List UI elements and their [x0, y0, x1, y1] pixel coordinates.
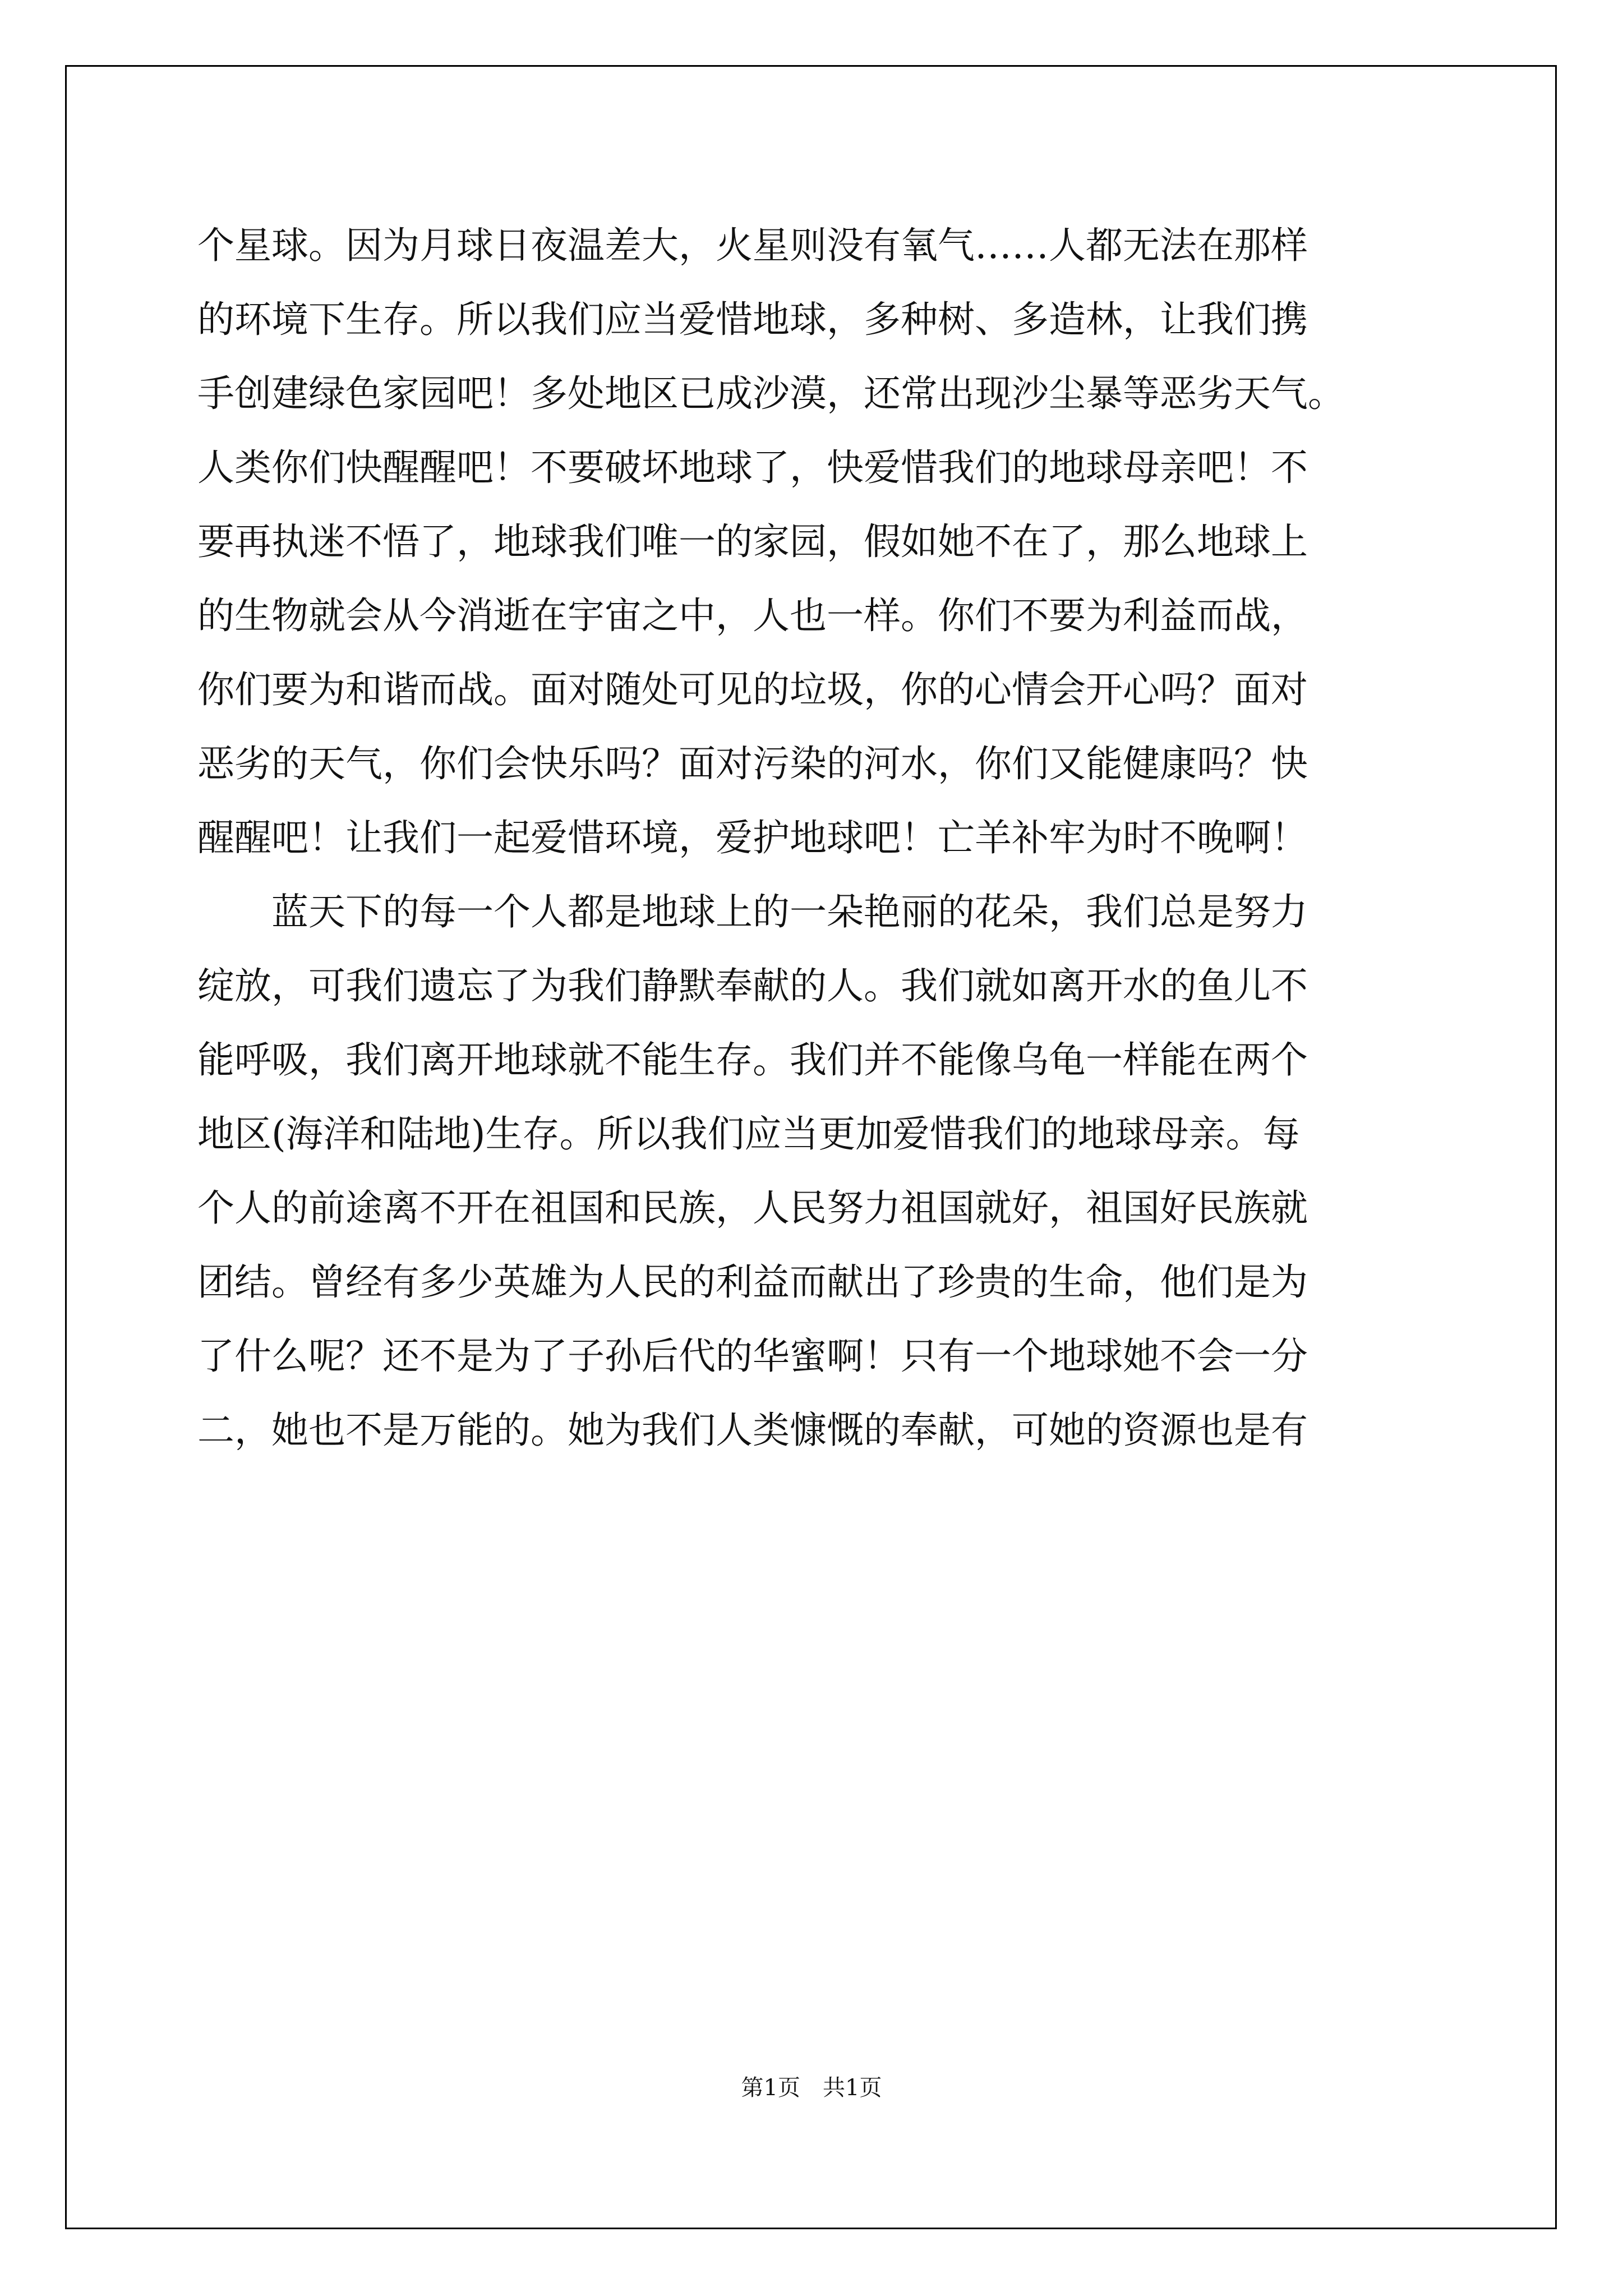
- text-line: 二，她也不是万能的。她为我们人类慷慨的奉献，可她的资源也是有: [197, 1409, 1308, 1452]
- text-line: 你们要为和谐而战。面对随处可见的垃圾，你的心情会开心吗？面对: [197, 668, 1308, 711]
- paragraph-start-line: 蓝天下的每一个人都是地球上的一朵艳丽的花朵，我们总是努力: [271, 890, 1308, 933]
- text-line: 团结。曾经有多少英雄为人民的利益而献出了珍贵的生命，他们是为: [197, 1260, 1308, 1304]
- text-line: 能呼吸，我们离开地球就不能生存。我们并不能像乌龟一样能在两个: [197, 1038, 1308, 1082]
- text-line: 醒醒吧！让我们一起爱惜环境，爱护地球吧！亡羊补牢为时不晚啊！: [197, 816, 1308, 859]
- text-line: 个人的前途离不开在祖国和民族，人民努力祖国就好，祖国好民族就: [197, 1186, 1308, 1230]
- text-line: 手创建绿色家园吧！多处地区已成沙漠，还常出现沙尘暴等恶劣天气。: [197, 372, 1345, 415]
- text-line: 了什么呢？还不是为了子孙后代的华蜜啊！只有一个地球她不会一分: [197, 1335, 1308, 1378]
- text-line: 的生物就会从今消逝在宇宙之中，人也一样。你们不要为利益而战，: [197, 594, 1308, 637]
- page-footer: 第1页 共1页: [741, 2075, 882, 2101]
- text-line: 人类你们快醒醒吧！不要破坏地球了，快爱惜我们的地球母亲吧！不: [197, 446, 1308, 489]
- text-line: 的环境下生存。所以我们应当爱惜地球，多种树、多造林，让我们携: [197, 298, 1308, 341]
- document-body: [197, 209, 1431, 1467]
- text-line: 恶劣的天气，你们会快乐吗？面对污染的河水，你们又能健康吗？快: [197, 742, 1308, 785]
- text-line: 要再执迷不悟了，地球我们唯一的家园，假如她不在了，那么地球上: [197, 520, 1308, 563]
- text-line: 地区(海洋和陆地)生存。所以我们应当更加爱惜我们的地球母亲。每: [197, 1112, 1300, 1156]
- text-line: 个星球。因为月球日夜温差大，火星则没有氧气……人都无法在那样: [197, 224, 1308, 267]
- text-line: 绽放，可我们遗忘了为我们静默奉献的人。我们就如离开水的鱼儿不: [197, 964, 1308, 1007]
